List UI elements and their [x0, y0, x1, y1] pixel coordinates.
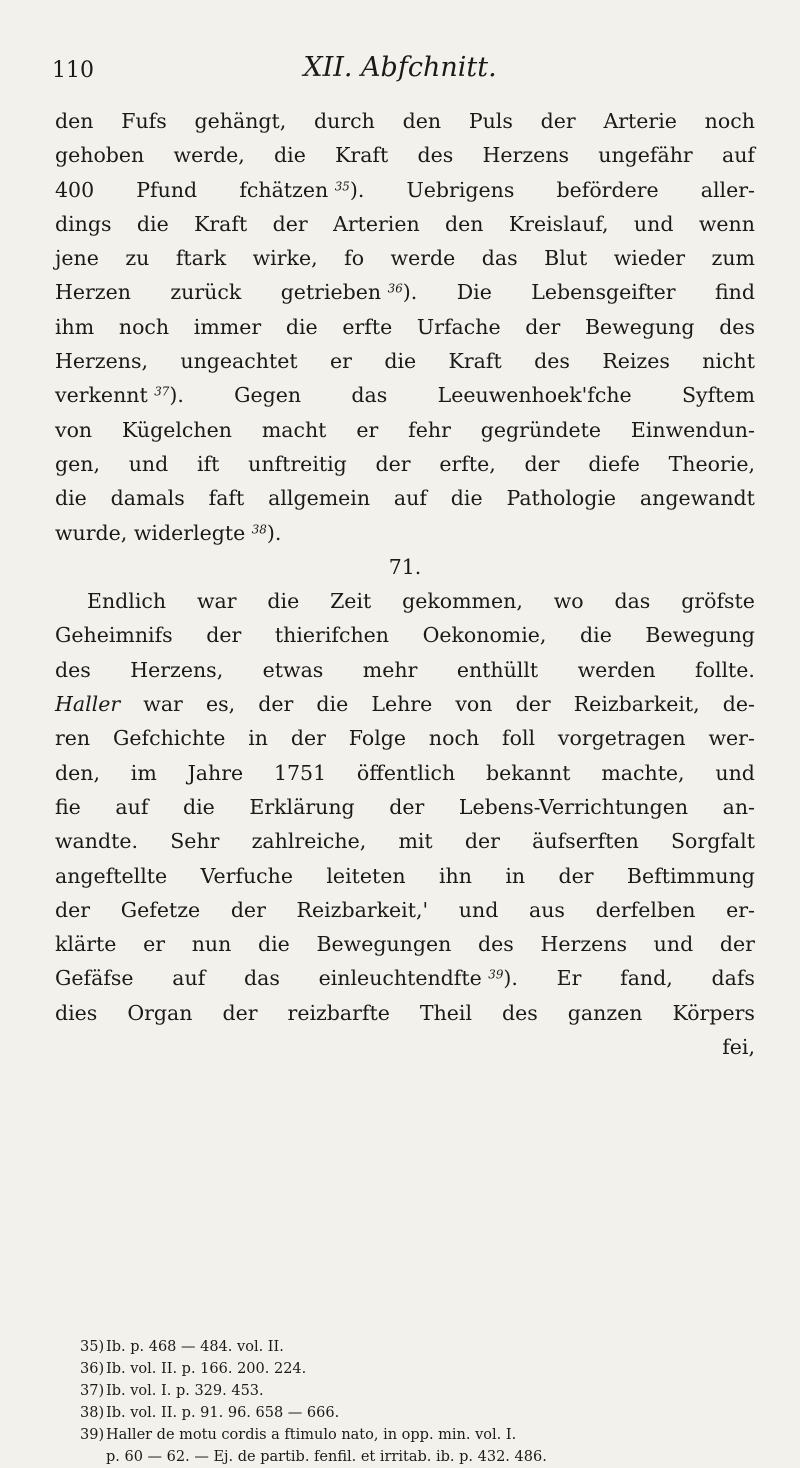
footnote	[80, 1424, 760, 1446]
word: der	[272, 211, 308, 236]
word: wieder	[613, 246, 686, 271]
word: Verfuche	[200, 863, 293, 888]
word: immer	[193, 314, 262, 339]
word: der	[230, 897, 266, 922]
word: Fufs	[121, 109, 167, 133]
word: aller-	[700, 177, 755, 202]
word: die	[267, 589, 300, 614]
footnote-text: p. 60 — 62. — Ej. de partib. fenfil. et irritab. ib. p. 432. 486.	[106, 1449, 547, 1465]
word: Pathologie	[506, 486, 617, 511]
word: nun	[191, 932, 232, 957]
word: Kraft	[448, 349, 502, 374]
word: zahlreiche,	[251, 829, 367, 854]
footnote-number: 38)	[80, 1405, 105, 1421]
word: Theorie,	[668, 451, 755, 476]
text-line	[55, 1030, 755, 1064]
word: Reizbarkeit,'	[296, 897, 429, 922]
word: der	[719, 932, 755, 957]
word: der	[464, 829, 500, 854]
footnote-number: 35)	[80, 1339, 105, 1355]
word: Beftimmung	[626, 863, 755, 888]
page-header	[52, 52, 748, 92]
word: zu	[125, 246, 150, 271]
word: ungeachtet	[180, 349, 298, 374]
word: der	[375, 451, 411, 476]
word: gehoben	[55, 143, 145, 168]
word: Urfache	[416, 314, 501, 339]
word: Er	[556, 966, 582, 991]
word: Körpers	[672, 1000, 755, 1025]
word: Herzens	[540, 932, 627, 957]
word: gröfste	[681, 589, 755, 614]
word: ihn	[438, 863, 472, 888]
word: Lehre	[371, 692, 433, 717]
text-line	[55, 481, 755, 515]
word: mehr	[362, 657, 418, 682]
word: Uebrigens	[406, 177, 515, 202]
word: machte,	[601, 760, 685, 785]
word: durch	[314, 109, 375, 133]
word: allgemein	[268, 486, 371, 511]
body-text	[55, 104, 755, 1064]
word: des	[55, 657, 91, 682]
word: wirke,	[252, 246, 318, 271]
word: Gefäfse	[55, 966, 134, 991]
word: ftark	[175, 246, 227, 271]
text-line	[55, 241, 755, 275]
text-line	[55, 584, 755, 618]
word: fand,	[620, 966, 673, 991]
word: erfte,	[439, 451, 496, 476]
footnotes	[80, 1336, 760, 1468]
text-line	[55, 413, 755, 447]
word: angeftellte	[55, 863, 168, 888]
word: es,	[205, 692, 236, 717]
word: fo	[344, 246, 365, 271]
word: widerlegte $^{38}$).	[133, 520, 282, 545]
word: des	[502, 1000, 538, 1025]
text-line	[55, 687, 755, 721]
footnote-marker: 38	[251, 522, 267, 537]
footnote	[80, 1446, 760, 1468]
word: Herzens,	[55, 349, 148, 374]
word: aus	[529, 897, 565, 922]
word: von	[55, 417, 93, 442]
word: Syftem	[681, 383, 755, 408]
word: Herzens,	[130, 657, 224, 682]
text-line	[55, 310, 755, 344]
word: das	[481, 246, 518, 271]
footnote-text: Ib. vol. II. p. 91. 96. 658 — 666.	[106, 1405, 340, 1421]
text-line	[55, 378, 755, 412]
word: die	[450, 486, 483, 511]
word: thierifchen	[274, 623, 389, 648]
word: Bewegung	[584, 314, 695, 339]
word: fei,	[722, 1035, 755, 1060]
word: dies	[55, 1000, 98, 1025]
word: und	[128, 451, 169, 476]
word: Reizes	[602, 349, 670, 374]
word: die	[384, 349, 417, 374]
word: angewandt	[639, 486, 755, 511]
word: ift	[197, 451, 220, 476]
word: Blut	[544, 246, 588, 271]
text-line	[55, 516, 755, 550]
word: find	[714, 280, 755, 305]
text-line	[55, 824, 755, 858]
word: fchätzen $^{35}$).	[239, 177, 365, 202]
footnote-text: Ib. p. 468 — 484. vol. II.	[106, 1339, 284, 1355]
word: enthüllt	[456, 657, 539, 682]
word: er	[143, 932, 165, 957]
word: werde	[390, 246, 456, 271]
word: fehr	[408, 417, 451, 442]
word: diefe	[588, 451, 640, 476]
word: die	[316, 692, 349, 717]
word: noch	[118, 314, 170, 339]
text-line	[55, 550, 755, 584]
text-line	[55, 961, 755, 995]
word: die	[136, 211, 169, 236]
footnote-marker: 39	[488, 967, 504, 982]
word: noch	[704, 109, 755, 133]
word: 71.	[388, 554, 422, 579]
word: fie	[55, 794, 81, 819]
word: und	[633, 211, 674, 236]
word: des	[534, 349, 570, 374]
word: er	[356, 417, 379, 442]
word: leiteten	[326, 863, 406, 888]
word: des	[417, 143, 454, 168]
word: macht	[261, 417, 327, 442]
word: wenn	[698, 211, 755, 236]
word: Kraft	[335, 143, 389, 168]
word: Folge	[348, 726, 407, 751]
word: der	[55, 897, 91, 922]
text-line	[55, 927, 755, 961]
footnote-text: Haller de motu cordis a ftimulo nato, in opp. min. vol. I.	[106, 1427, 517, 1443]
word: Arterien	[333, 211, 420, 236]
word: Erklärung	[249, 794, 355, 819]
footnote	[80, 1402, 760, 1424]
word: follte.	[695, 657, 755, 682]
word: derfelben	[595, 897, 696, 922]
word: erfte	[342, 314, 393, 339]
word: und	[653, 932, 694, 957]
footnote	[80, 1336, 760, 1358]
word: jene	[55, 246, 99, 271]
word: gen,	[55, 451, 100, 476]
word: der	[290, 726, 326, 751]
footnote-number: 36)	[80, 1361, 105, 1377]
word: noch	[428, 726, 480, 751]
word: wo	[553, 589, 584, 614]
word: werde,	[173, 143, 245, 168]
word: die	[55, 486, 87, 511]
word: Gefchichte	[113, 726, 226, 751]
word: Zeit	[330, 589, 372, 614]
word: zurück	[170, 280, 242, 305]
word: Bewegung	[645, 623, 755, 648]
word: Organ	[127, 1000, 193, 1025]
word: Theil	[419, 1000, 473, 1025]
word: der	[558, 863, 594, 888]
word: Reizbarkeit,	[573, 692, 700, 717]
word: ren	[55, 726, 91, 751]
word: auf	[393, 486, 427, 511]
word: wer-	[708, 726, 755, 751]
word: und	[458, 897, 499, 922]
text-line	[55, 207, 755, 241]
word: Lebensgeifter	[531, 280, 676, 305]
word: Geheimnifs	[55, 623, 173, 648]
text-line	[55, 138, 755, 172]
word: faft	[208, 486, 245, 511]
word: den	[445, 211, 484, 236]
text-line	[55, 756, 755, 790]
word: gehängt,	[194, 109, 287, 133]
word: auf	[115, 794, 149, 819]
word: im	[130, 760, 157, 785]
word: dafs	[711, 966, 755, 991]
word: gegründete	[480, 417, 601, 442]
word: der	[206, 623, 242, 648]
word: Pfund	[136, 177, 198, 202]
word: foll	[502, 726, 536, 751]
word: Die	[456, 280, 492, 305]
word: das	[614, 589, 651, 614]
word: etwas	[262, 657, 324, 682]
word: Gefetze	[120, 897, 201, 922]
word: Puls	[468, 109, 513, 133]
footnote-marker: 37	[154, 384, 170, 399]
footnote	[80, 1380, 760, 1402]
text-line	[55, 275, 755, 309]
word: nicht	[702, 349, 755, 374]
word: vorgetragen	[557, 726, 686, 751]
word: den	[402, 109, 442, 133]
word: klärte	[55, 932, 117, 957]
word: dings	[55, 211, 112, 236]
word: die	[274, 143, 306, 168]
word: Bewegungen	[316, 932, 452, 957]
word: Jahre	[187, 760, 244, 785]
text-line	[55, 618, 755, 652]
word: die	[257, 932, 290, 957]
word: der	[540, 109, 576, 133]
page-number: 110	[52, 58, 94, 83]
word: zum	[711, 246, 755, 271]
word: den,	[55, 760, 100, 785]
word: ihm	[55, 314, 95, 339]
word: die	[580, 623, 612, 648]
word: werden	[577, 657, 656, 682]
word: Kraft	[194, 211, 248, 236]
word: Leeuwenhoek'fche	[437, 383, 632, 408]
word: de-	[722, 692, 755, 717]
word: in	[505, 863, 526, 888]
word: Sorgfalt	[671, 829, 755, 854]
word: der	[258, 692, 294, 717]
word: gekommen,	[402, 589, 523, 614]
text-line	[55, 790, 755, 824]
word: und	[715, 760, 755, 785]
footnote-number: 39)	[80, 1427, 105, 1443]
word: der	[515, 692, 551, 717]
word: verkennt $^{37}$).	[55, 383, 184, 408]
text-line	[55, 104, 755, 138]
footnote-text: Ib. vol. II. p. 166. 200. 224.	[106, 1361, 307, 1377]
word: damals	[110, 486, 185, 511]
word: Oekonomie,	[422, 623, 547, 648]
word: war	[143, 692, 183, 717]
footnote-marker: 36	[387, 281, 403, 296]
text-line	[55, 173, 755, 207]
text-line	[55, 893, 755, 927]
word: Arterie	[603, 109, 677, 133]
word: wandte.	[55, 829, 138, 854]
text-line	[55, 447, 755, 481]
word: Herzens	[482, 143, 569, 168]
word: Einwendun-	[630, 417, 755, 442]
word: Sehr	[170, 829, 220, 854]
word: von	[455, 692, 493, 717]
word: das	[244, 966, 280, 991]
word: die	[182, 794, 215, 819]
footnote-marker: 35	[334, 179, 350, 194]
word: 400	[55, 177, 95, 202]
word: war	[196, 589, 237, 614]
word: wurde,	[55, 520, 128, 545]
text-line	[55, 996, 755, 1030]
text-line	[55, 653, 755, 687]
word: er	[329, 349, 352, 374]
word: Kügelchen	[122, 417, 232, 442]
word: Gegen	[234, 383, 302, 408]
word: befördere	[556, 177, 659, 202]
running-title: XII. Abfchnitt.	[303, 52, 497, 83]
word: mit	[398, 829, 433, 854]
word: einleuchtendfte $^{39}$).	[318, 966, 518, 991]
footnote-text: Ib. vol. I. p. 329. 453.	[106, 1383, 264, 1399]
word: Haller	[55, 692, 121, 717]
word: ungefähr	[598, 143, 693, 168]
word: auf	[721, 143, 755, 168]
word: Lebens-Verrichtungen	[458, 794, 689, 819]
word: Herzen	[55, 280, 131, 305]
word: des	[478, 932, 514, 957]
word: Endlich	[87, 589, 167, 614]
word: an-	[722, 794, 755, 819]
word: den	[55, 109, 94, 133]
text-line	[55, 344, 755, 378]
word: die	[285, 314, 318, 339]
word: öffentlich	[356, 760, 456, 785]
word: getrieben $^{36}$).	[280, 280, 418, 305]
word: er-	[726, 897, 755, 922]
word: bekannt	[486, 760, 571, 785]
text-line	[55, 721, 755, 755]
footnote	[80, 1358, 760, 1380]
word: äufserften	[532, 829, 639, 854]
word: des	[719, 314, 755, 339]
word: der	[525, 314, 561, 339]
word: ganzen	[567, 1000, 643, 1025]
word: Kreislauf,	[508, 211, 609, 236]
word: unftreitig	[248, 451, 347, 476]
word: das	[351, 383, 388, 408]
word: auf	[172, 966, 206, 991]
footnote-number: 37)	[80, 1383, 105, 1399]
word: reizbarfte	[287, 1000, 390, 1025]
word: 1751	[273, 760, 327, 785]
word: in	[248, 726, 269, 751]
word: der	[389, 794, 425, 819]
text-line	[55, 859, 755, 893]
word: der	[524, 451, 560, 476]
word: der	[222, 1000, 258, 1025]
